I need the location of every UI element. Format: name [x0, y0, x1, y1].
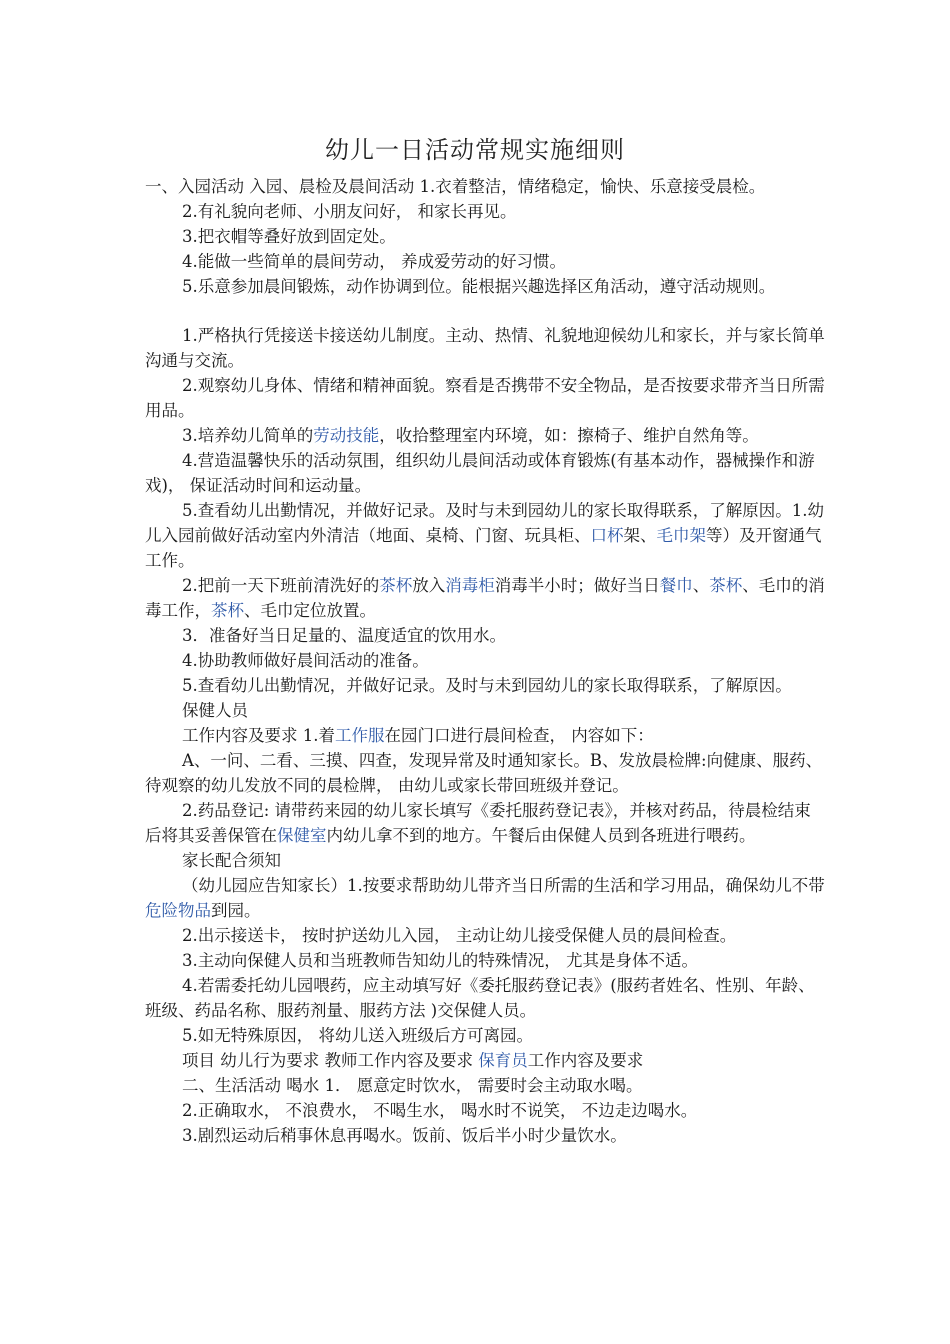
keyword-link[interactable]: 口杯	[590, 526, 624, 545]
paragraph-text: 3．准备好当日足量的、温度适宜的饮用水。	[182, 626, 506, 645]
paragraph	[145, 573, 825, 623]
document-body	[145, 174, 825, 1148]
paragraph	[145, 723, 825, 748]
paragraph-text: 放入	[412, 576, 446, 595]
paragraph-text: 5.乐意参加晨间锻炼，动作协调到位。能根据兴趣选择区角活动，遵守活动规则。	[182, 277, 776, 296]
paragraph	[145, 199, 825, 224]
paragraph-text: 4.能做一些简单的晨间劳动， 养成爱劳动的好习惯。	[182, 252, 566, 271]
paragraph-text: 、毛巾定位放置。	[244, 601, 376, 620]
paragraph-text: ，收拾整理室内环境，如：擦椅子、维护自然角等。	[379, 426, 759, 445]
keyword-link[interactable]: 工作服	[335, 726, 385, 745]
paragraph-text: 保健人员	[182, 701, 248, 720]
paragraph	[145, 923, 825, 948]
paragraph-spacer	[145, 299, 825, 323]
paragraph-text: 到园。	[211, 901, 261, 920]
paragraph	[145, 1098, 825, 1123]
keyword-link[interactable]: 餐巾	[659, 576, 693, 595]
paragraph	[145, 648, 825, 673]
paragraph	[145, 373, 825, 423]
paragraph-text: 消毒半小时；做好当日	[494, 576, 660, 595]
paragraph	[145, 848, 825, 873]
paragraph-text: 2.有礼貌向老师、小朋友问好， 和家长再见。	[182, 202, 517, 221]
paragraph	[145, 174, 825, 199]
paragraph-text: 2.把前一天下班前清洗好的	[182, 576, 380, 595]
paragraph-text: （幼儿园应告知家长）1.按要求帮助幼儿带齐当日所需的生活和学习用品，确保幼儿不带	[182, 876, 825, 895]
paragraph-text: 2.正确取水， 不浪费水， 不喝生水， 喝水时不说笑， 不边走边喝水。	[182, 1101, 698, 1120]
paragraph	[145, 748, 825, 798]
paragraph	[145, 1023, 825, 1048]
paragraph-text: 3.剧烈运动后稍事休息再喝水。饭前、饭后半小时少量饮水。	[182, 1126, 627, 1145]
paragraph	[145, 973, 825, 1023]
paragraph-text: 架、	[623, 526, 657, 545]
paragraph	[145, 623, 825, 648]
paragraph-text: 2.出示接送卡， 按时护送幼儿入园， 主动让幼儿接受保健人员的晨间检查。	[182, 926, 737, 945]
paragraph-text: 4.若需委托幼儿园喂药，应主动填写好《委托服药登记表》(服药者姓名、性别、年龄、班级、药品名称、服药剂量、服药方法 )交保健人员。	[145, 976, 815, 1020]
keyword-link[interactable]: 茶杯	[211, 601, 244, 620]
paragraph-text: 5.查看幼儿出勤情况，并做好记录。及时与未到园幼儿的家长取得联系，了解原因。	[182, 676, 792, 695]
keyword-link[interactable]: 危险物品	[145, 901, 211, 920]
paragraph-text: 5.如无特殊原因， 将幼儿送入班级后方可离园。	[182, 1026, 533, 1045]
paragraph	[145, 1123, 825, 1148]
paragraph	[145, 948, 825, 973]
paragraph-text: 3.把衣帽等叠好放到固定处。	[182, 227, 396, 246]
paragraph-text: 4.营造温馨快乐的活动氛围，组织幼儿晨间活动或体育锻炼(有基本动作，器械操作和游戏)， 保证活动时间和运动量。	[145, 451, 815, 495]
paragraph	[145, 873, 825, 923]
paragraph-text: 、毛巾的消毒工作，	[145, 576, 825, 620]
paragraph-text: 一、入园活动 入园、晨检及晨间活动 1.衣着整洁，情绪稳定，愉快、乐意接受晨检。	[145, 177, 766, 196]
paragraph	[145, 673, 825, 698]
paragraph	[145, 224, 825, 249]
paragraph-text: 内幼儿拿不到的地方。午餐后由保健人员到各班进行喂药。	[326, 826, 756, 845]
paragraph	[145, 1073, 825, 1098]
paragraph-text: 项目 幼儿行为要求 教师工作内容及要求	[182, 1051, 479, 1070]
paragraph-text: 1.严格执行凭接送卡接送幼儿制度。主动、热情、礼貌地迎候幼儿和家长，并与家长简单沟通与交流。	[145, 326, 825, 370]
paragraph-text: 二、生活活动 喝水 1． 愿意定时饮水， 需要时会主动取水喝。	[182, 1076, 643, 1095]
paragraph-text: A、一问、二看、三摸、四查，发现异常及时通知家长。B、发放晨检牌:向健康、服药、待观察的幼儿发放不同的晨检牌， 由幼儿或家长带回班级并登记。	[145, 751, 823, 795]
paragraph-text: 等）及开窗通气工作。	[145, 526, 822, 570]
keyword-link[interactable]: 茶杯	[379, 576, 413, 595]
paragraph-text: 3.培养幼儿简单的	[182, 426, 314, 445]
paragraph-text: 、	[692, 576, 710, 595]
paragraph	[145, 498, 825, 573]
paragraph-text: 工作内容及要求 1.着	[182, 726, 335, 745]
paragraph-text: 工作内容及要求	[527, 1051, 644, 1070]
paragraph	[145, 1048, 825, 1073]
paragraph-text: 2.观察幼儿身体、情绪和精神面貌。察看是否携带不安全物品，是否按要求带齐当日所需用品。	[145, 376, 825, 420]
keyword-link[interactable]: 茶杯	[709, 576, 743, 595]
keyword-link[interactable]: 消毒柜	[445, 576, 495, 595]
keyword-link[interactable]: 保健室	[277, 826, 327, 845]
keyword-link[interactable]: 劳动技能	[313, 426, 380, 445]
paragraph-text: 家长配合须知	[182, 851, 281, 870]
paragraph	[145, 423, 825, 448]
paragraph	[145, 274, 825, 299]
paragraph-text: 在园门口进行晨间检查， 内容如下：	[384, 726, 654, 745]
paragraph	[145, 448, 825, 498]
paragraph-text: 5.查看幼儿出勤情况，并做好记录。及时与未到园幼儿的家长取得联系，了解原因。1.幼儿入园前做好活动室内外清洁（地面、桌椅、门窗、玩具柜、	[145, 501, 824, 545]
paragraph	[145, 249, 825, 274]
document-title: 幼儿一日活动常规实施细则	[325, 136, 625, 164]
paragraph	[145, 323, 825, 373]
paragraph-text: 4.协助教师做好晨间活动的准备。	[182, 651, 429, 670]
paragraph-text: 3.主动向保健人员和当班教师告知幼儿的特殊情况， 尤其是身体不适。	[182, 951, 698, 970]
paragraph	[145, 798, 825, 848]
keyword-link[interactable]: 保育员	[478, 1051, 528, 1070]
paragraph	[145, 698, 825, 723]
paragraph-text: 2.药品登记: 请带药来园的幼儿家长填写《委托服药登记表》，并核对药品，待晨检结束后将其妥善保管在	[145, 801, 811, 845]
keyword-link[interactable]: 毛巾架	[656, 526, 706, 545]
